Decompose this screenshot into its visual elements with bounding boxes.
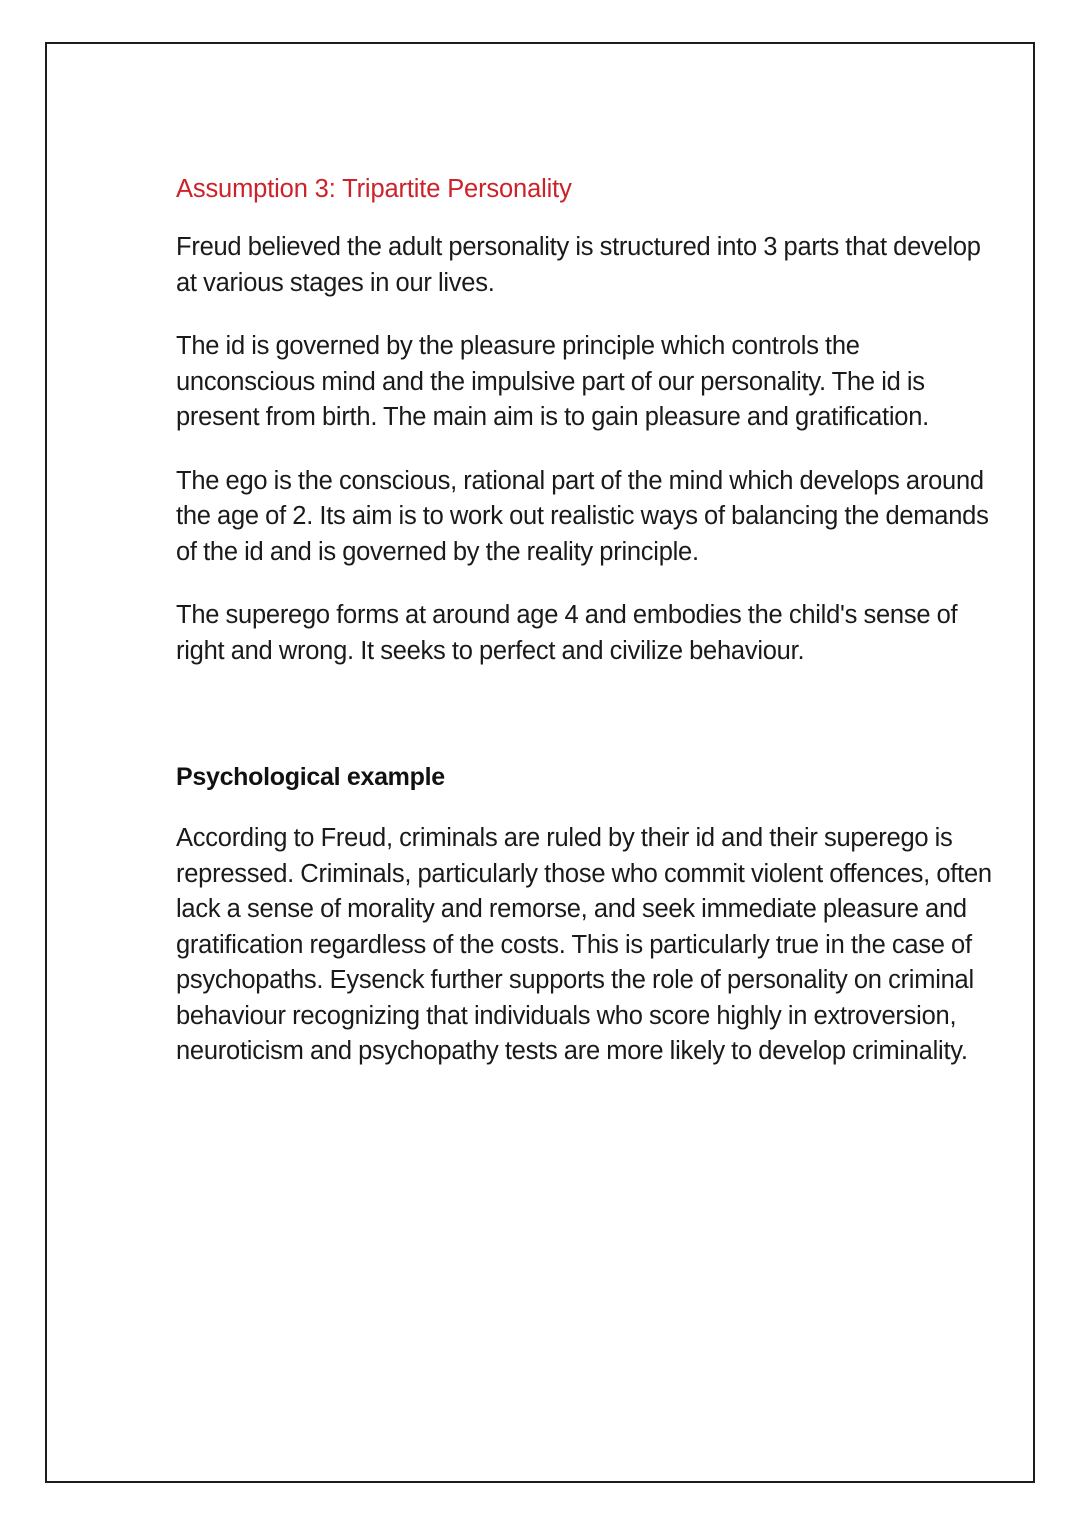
paragraph-freud-personality-structure: Freud believed the adult personality is structured into 3 parts that develop at various stages in our lives. <box>176 233 981 297</box>
subheading-psychological-example: Psychological example <box>176 763 445 791</box>
paragraph-superego-description: The superego forms at around age 4 and embodies the child's sense of right and wrong. It seeks to perfect and civilize behaviour. <box>176 601 958 665</box>
paragraph-id-description: The id is governed by the pleasure principle which controls the unconscious mind and the impulsive part of our personality. The id is present from birth. The main aim is to gain pleasure and gratification. <box>176 332 930 431</box>
page-border-frame <box>45 42 1035 1483</box>
section-heading-assumption-3: Assumption 3: Tripartite Personality <box>176 175 572 203</box>
blank-spacer-paragraph <box>176 697 1000 732</box>
document-text-column <box>176 172 1000 1070</box>
paragraph-psychological-example-body: According to Freud, criminals are ruled by their id and their superego is repressed. Criminals, particularly those who commit violent offences, often lack a sense of morality and remorse, and seek immediate pleasure and gratification regardless of the costs. This is particularly true in the case of psychopaths. Eysenck further supports the role of personality on criminal behaviour recognizing that individuals who score highly in extroversion, neuroticism and psychopathy tests are more likely to develop criminality. <box>176 824 992 1065</box>
paragraph-ego-description: The ego is the conscious, rational part of the mind which develops around the age of 2. Its aim is to work out realistic ways of balancing the demands of the id and is governed by the reality principle. <box>176 466 989 566</box>
